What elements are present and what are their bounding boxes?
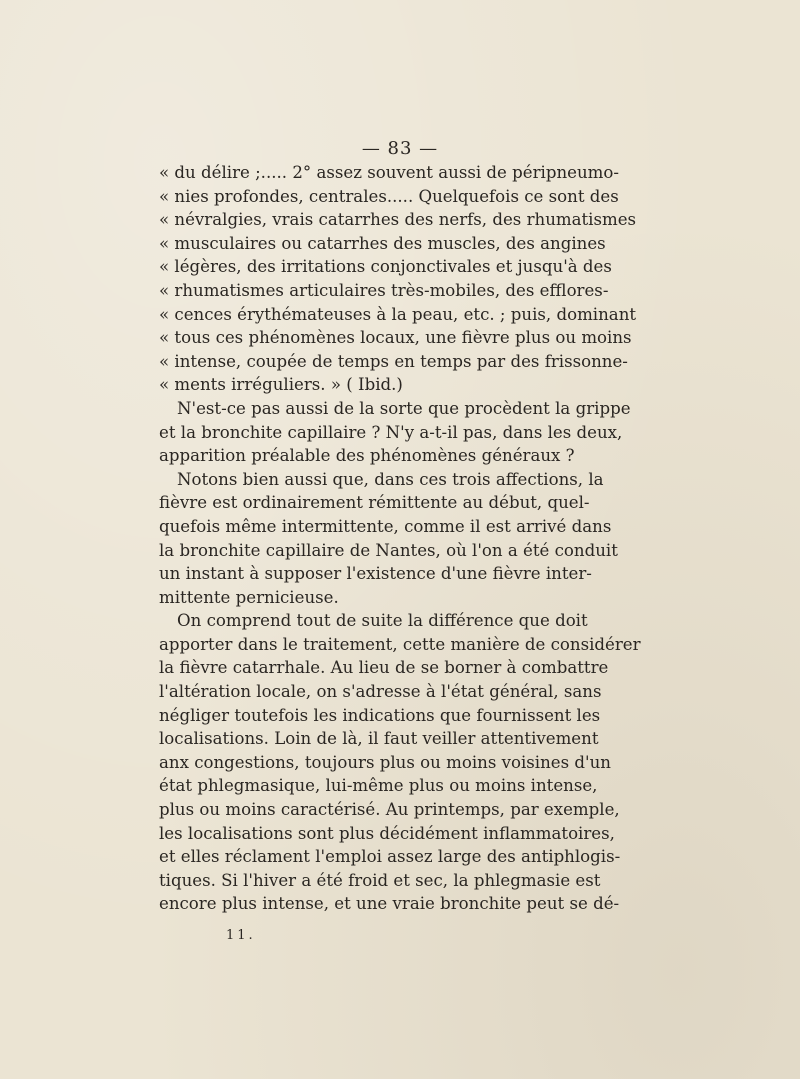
text-line: encore plus intense, et une vraie bronchite peut se dé- — [159, 894, 620, 914]
text-line: « cences érythémateuses à la peau, etc. ; puis, dominant — [159, 304, 637, 324]
text-line: plus ou moins caractérisé. Au printemps, par exemple, — [159, 800, 620, 820]
text-line: « légères, des irritations conjonctivales et jusqu'à des — [159, 257, 612, 277]
text-line: quefois même intermittente, comme il est arrivé dans — [159, 516, 612, 536]
text-line: mittente pernicieuse. — [159, 587, 339, 607]
text-line: apporter dans le traitement, cette manière de considérer — [159, 634, 641, 654]
text-line: et la bronchite capillaire ? N'y a-t-il pas, dans les deux, — [159, 422, 623, 442]
text-line: et elles réclament l'emploi assez large des antiphlogis- — [159, 847, 621, 867]
text-line: la bronchite capillaire de Nantes, où l'on a été conduit — [159, 540, 618, 560]
text-line: tiques. Si l'hiver a été froid et sec, la phlegmasie est — [159, 870, 601, 890]
text-line: On comprend tout de suite la différence que doit — [177, 611, 588, 631]
text-line: état phlegmasique, lui-même plus ou moins intense, — [159, 776, 598, 796]
text-line: « tous ces phénomènes locaux, une fièvre plus ou moins — [159, 328, 632, 348]
body-text — [159, 161, 641, 916]
text-line: un instant à supposer l'existence d'une fièvre inter- — [159, 564, 592, 584]
text-line: l'altération locale, on s'adresse à l'état général, sans — [159, 682, 602, 702]
text-line: « intense, coupée de temps en temps par des frissonne- — [159, 351, 628, 371]
text-line: « ments irréguliers. » ( Ibid.) — [159, 375, 403, 395]
text-line: fièvre est ordinairement rémittente au début, quel- — [159, 493, 590, 513]
text-line: la fièvre catarrhale. Au lieu de se borner à combattre — [159, 658, 609, 678]
text-line: localisations. Loin de là, il faut veiller attentivement — [159, 729, 599, 749]
text-line: « nies profondes, centrales..... Quelquefois ce sont des — [159, 186, 619, 206]
text-line: « musculaires ou catarrhes des muscles, des angines — [159, 233, 606, 253]
page-number: — 83 — — [361, 138, 439, 159]
text-line: Notons bien aussi que, dans ces trois affections, la — [177, 469, 604, 489]
text-line: « rhumatismes articulaires très-mobiles, des efflores- — [159, 280, 609, 300]
text-line: les localisations sont plus décidément inflammatoires, — [159, 823, 615, 843]
text-line: N'est-ce pas aussi de la sorte que procèdent la grippe — [177, 398, 631, 418]
text-line: apparition préalable des phénomènes généraux ? — [159, 446, 575, 466]
signature-mark: 11. — [226, 928, 256, 943]
text-line: anx congestions, toujours plus ou moins voisines d'un — [159, 752, 611, 772]
text-line: « du délire ;..... 2° assez souvent aussi de péripneumo- — [159, 163, 619, 182]
text-line: « névralgies, vrais catarrhes des nerfs, des rhumatismes — [159, 210, 637, 230]
text-line: négliger toutefois les indications que fournissent les — [159, 705, 601, 725]
